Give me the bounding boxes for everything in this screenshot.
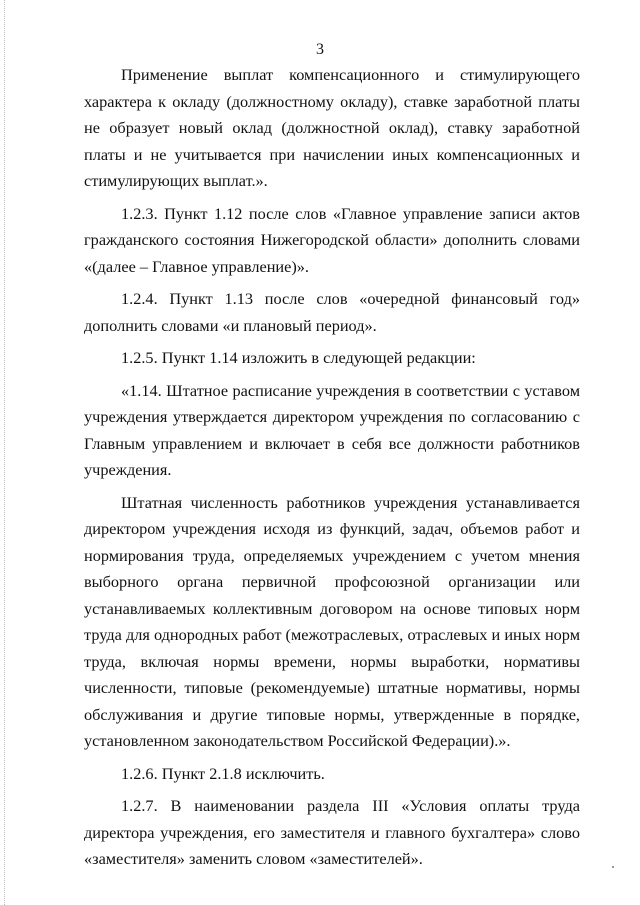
paragraph-1-2-6: 1.2.6. Пункт 2.1.8 исключить. bbox=[121, 763, 325, 783]
scan-speck bbox=[612, 866, 614, 868]
paragraph-staff-numbers: Штатная численность работников учреждения устанавливается директором учреждения исходя из функций, задач, объемов работ и нормирования труда, определяемых учреждением с учетом мнения выборного органа первичной профсоюзной организации или устанавливаемых коллективным договором на основе типовых норм труда для однородных работ (межотраслевых, отраслевых и иных норм труда, включая нормы времени, нормы выработки, нормативы численности, типовые (рекомендуемые) штатные нормативы, нормы обслуживания и другие типовые нормы, утвержденные в порядке, установленном законодательством Российской Федерации).». bbox=[84, 492, 580, 750]
paragraph-1-2-3: 1.2.3. Пункт 1.12 после слов «Главное управление записи актов гражданского состояния Нижегородской области» дополнить словами «(далее – Главное управление)». bbox=[84, 203, 580, 276]
paragraph-1-2-7: 1.2.7. В наименовании раздела III «Условия оплаты труда директора учреждения, его заместителя и главного бухгалтера» слово «заместителя» заменить словом «заместителей». bbox=[84, 796, 580, 868]
paragraph-1-14-staffing: «1.14. Штатное расписание учреждения в соответствии с уставом учреждения утверждается директором учреждения по согласованию с Главным управлением и включает в себя все должности работников учреждения. bbox=[84, 380, 580, 479]
paragraph-payment-application: Применение выплат компенсационного и стимулирующего характера к окладу (должностному окладу), ставке заработной платы не образует новый оклад (должностной оклад), ставку заработной платы и не учитывается при начислении иных компенсационных и стимулирующих выплат.». bbox=[84, 65, 580, 190]
scan-edge-line bbox=[4, 0, 5, 905]
document-body bbox=[84, 62, 580, 873]
page-number: 3 bbox=[316, 41, 324, 58]
paragraph-1-2-4: 1.2.4. Пункт 1.13 после слов «очередной финансовый год» дополнить словами «и плановый период». bbox=[84, 289, 580, 335]
paragraph-1-2-5: 1.2.5. Пункт 1.14 изложить в следующей редакции: bbox=[121, 348, 476, 367]
